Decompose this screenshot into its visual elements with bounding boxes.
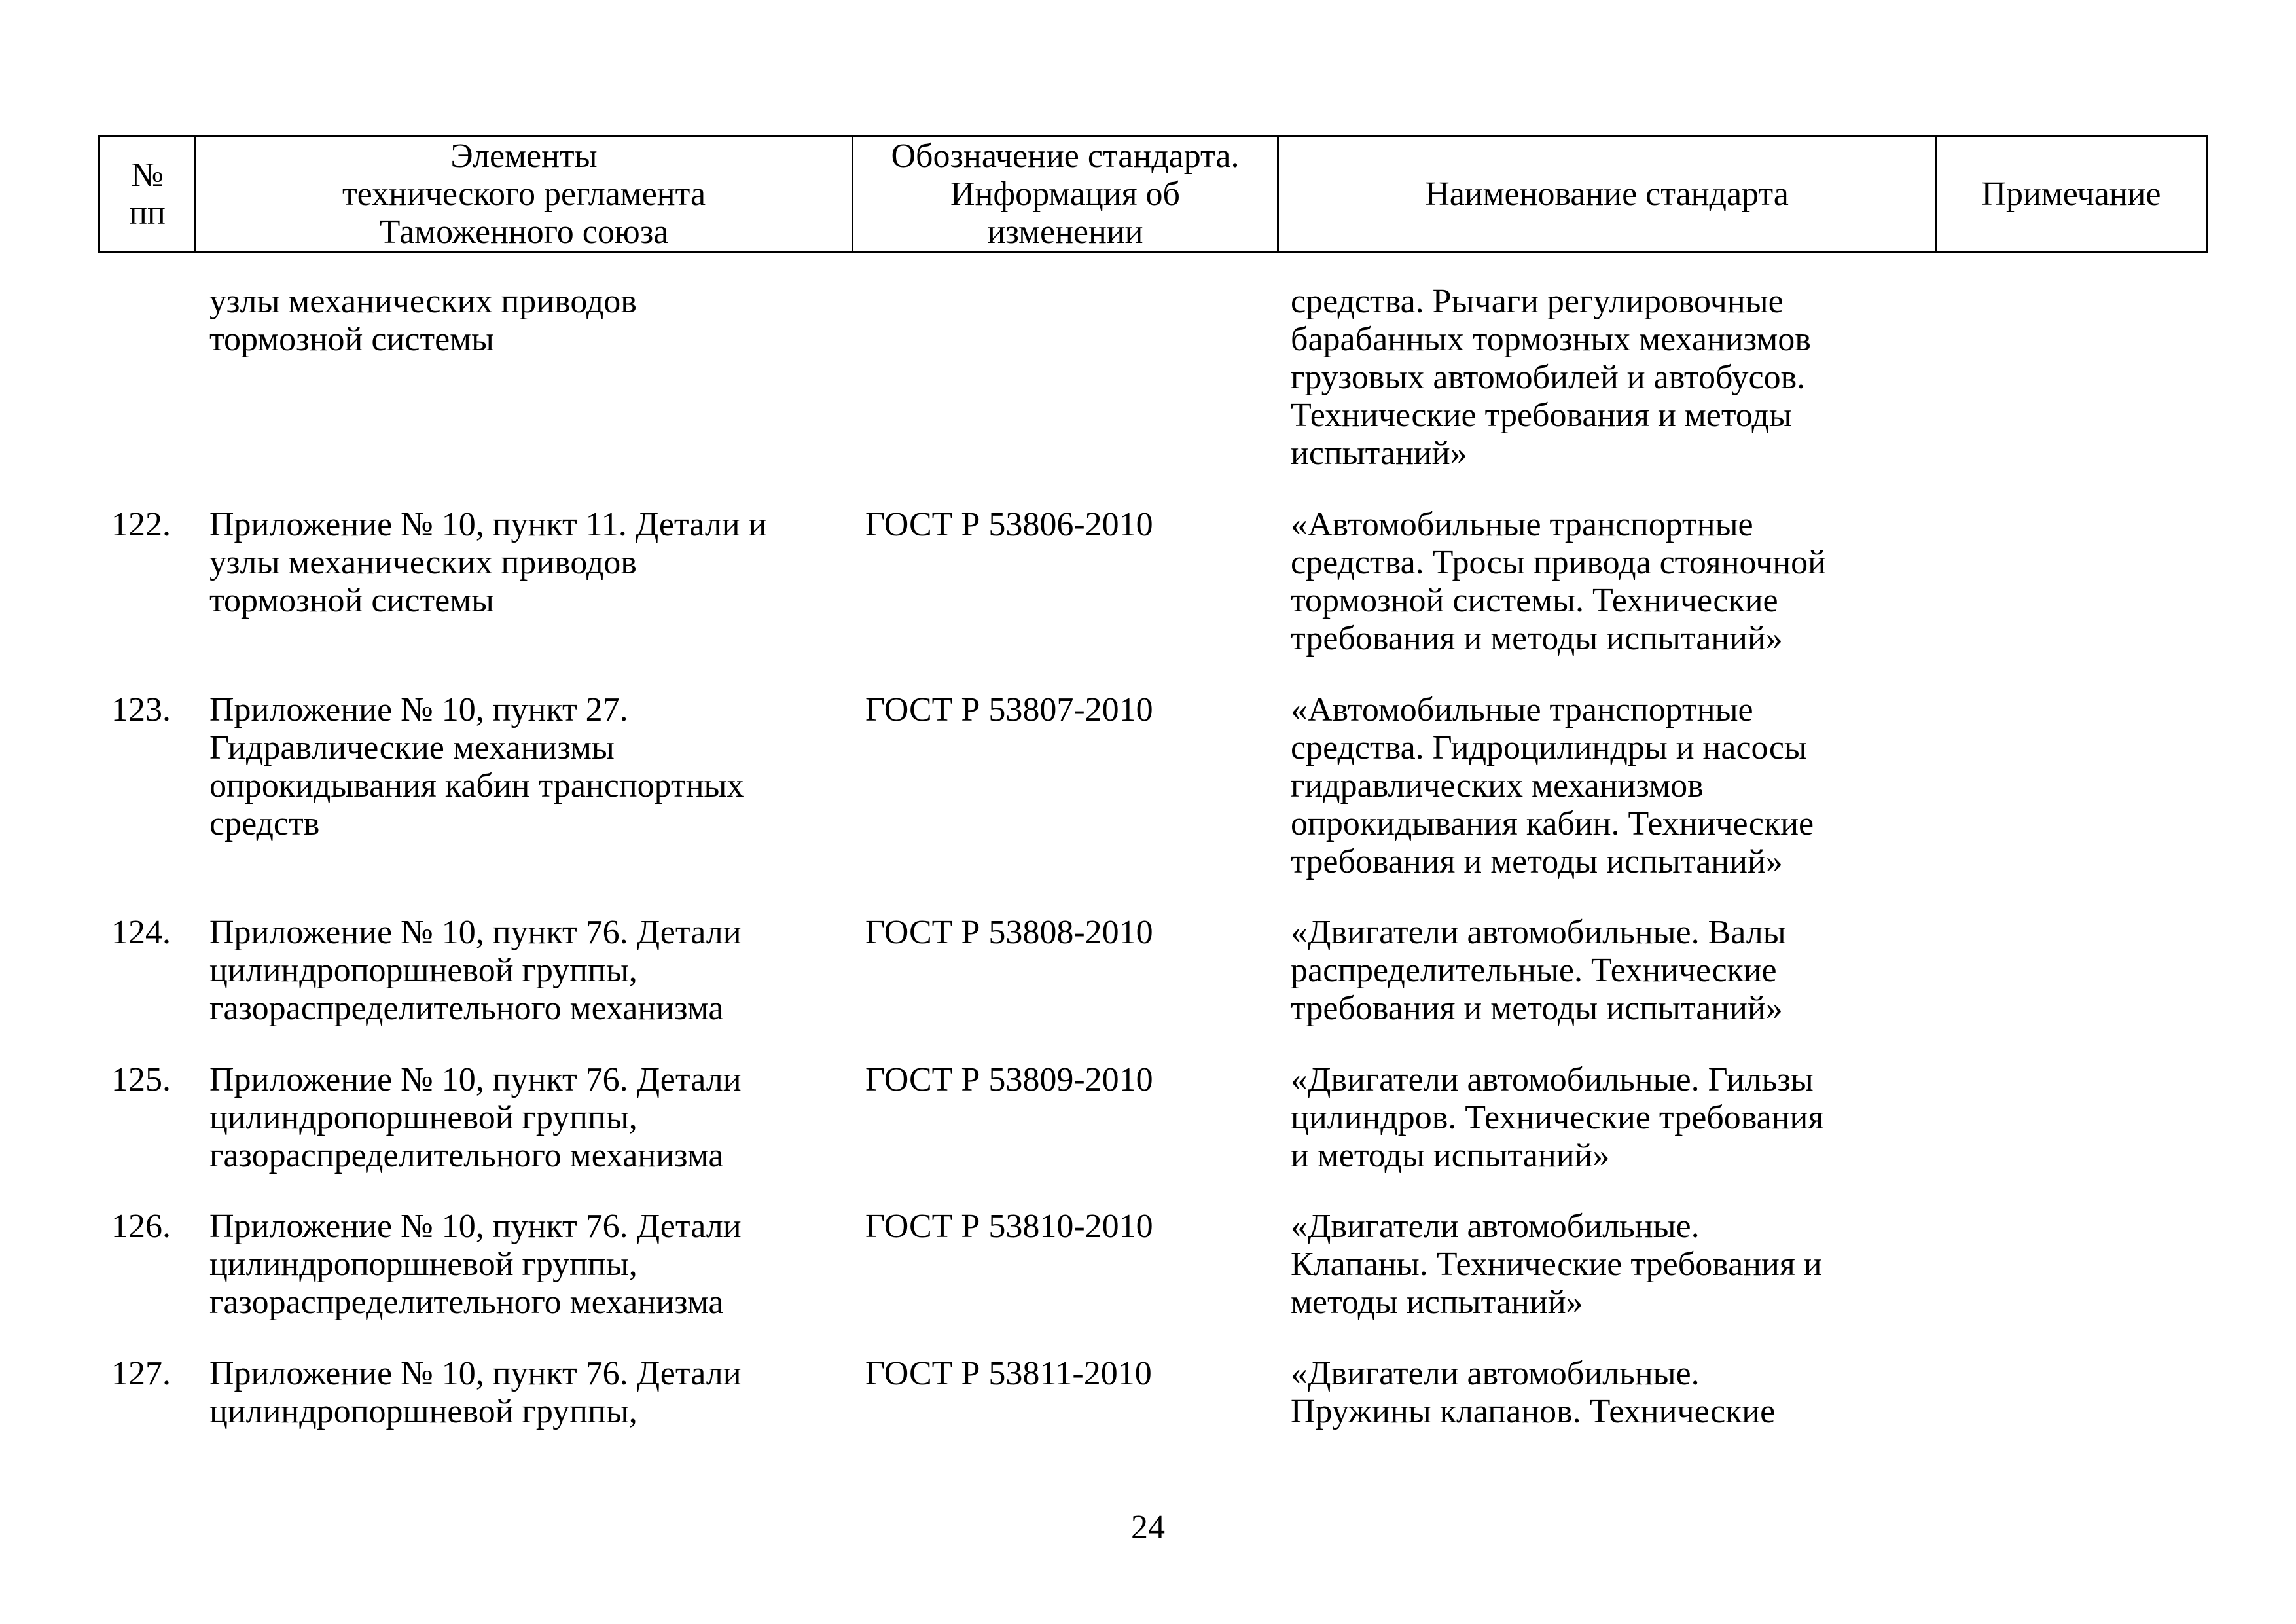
- row-designation: ГОСТ Р 53810-2010: [865, 1208, 1153, 1245]
- header-elements: Элементы технического регламента Таможенного союза: [196, 137, 853, 253]
- row-elements: Приложение № 10, пункт 27. Гидравлические механизмы опрокидывания кабин транспортных средств: [209, 691, 744, 842]
- row-elements: Приложение № 10, пункт 76. Детали цилиндропоршневой группы, газораспределительного механизма: [209, 1208, 742, 1321]
- row-designation: ГОСТ Р 53808-2010: [865, 914, 1153, 951]
- row-standard-name: средства. Рычаги регулировочные барабанных тормозных механизмов грузовых автомобилей и автобусов. Технические требования и методы испытаний»: [1291, 283, 1811, 472]
- row-number: 122.: [111, 506, 171, 543]
- row-designation: ГОСТ Р 53811-2010: [865, 1355, 1152, 1392]
- row-elements: Приложение № 10, пункт 76. Детали цилиндропоршневой группы,: [209, 1355, 742, 1430]
- row-standard-name: «Двигатели автомобильные. Валы распределительные. Технические требования и методы испытаний»: [1291, 914, 1786, 1027]
- row-elements: Приложение № 10, пункт 11. Детали и узлы механических приводов тормозной системы: [209, 506, 767, 619]
- row-number: 124.: [111, 914, 171, 951]
- header-note: Примечание: [1936, 137, 2207, 253]
- row-elements: Приложение № 10, пункт 76. Детали цилиндропоршневой группы, газораспределительного механизма: [209, 1061, 742, 1174]
- row-designation: ГОСТ Р 53807-2010: [865, 691, 1153, 729]
- row-number: 125.: [111, 1061, 171, 1098]
- row-number: 127.: [111, 1355, 171, 1392]
- row-designation: ГОСТ Р 53806-2010: [865, 506, 1153, 543]
- table-header: [98, 135, 2208, 253]
- header-num: № пп: [99, 137, 196, 253]
- row-elements: узлы механических приводов тормозной системы: [209, 283, 637, 358]
- row-standard-name: «Двигатели автомобильные. Клапаны. Технические требования и методы испытаний»: [1291, 1208, 1822, 1321]
- page-number: 24: [1131, 1509, 1165, 1546]
- row-elements: Приложение № 10, пункт 76. Детали цилиндропоршневой группы, газораспределительного механизма: [209, 914, 742, 1027]
- header-name: Наименование стандарта: [1278, 137, 1936, 253]
- row-number: 123.: [111, 691, 171, 729]
- row-standard-name: «Автомобильные транспортные средства. Гидроцилиндры и насосы гидравлических механизмов опрокидывания кабин. Технические требования и методы испытаний»: [1291, 691, 1814, 880]
- row-standard-name: «Двигатели автомобильные. Гильзы цилиндров. Технические требования и методы испытаний»: [1291, 1061, 1824, 1174]
- row-standard-name: «Двигатели автомобильные. Пружины клапанов. Технические: [1291, 1355, 1776, 1430]
- row-number: 126.: [111, 1208, 171, 1245]
- header-designation: Обозначение стандарта. Информация об изменении: [853, 137, 1278, 253]
- row-standard-name: «Автомобильные транспортные средства. Тросы привода стояночной тормозной системы. Технические требования и методы испытаний»: [1291, 506, 1827, 657]
- row-designation: ГОСТ Р 53809-2010: [865, 1061, 1153, 1098]
